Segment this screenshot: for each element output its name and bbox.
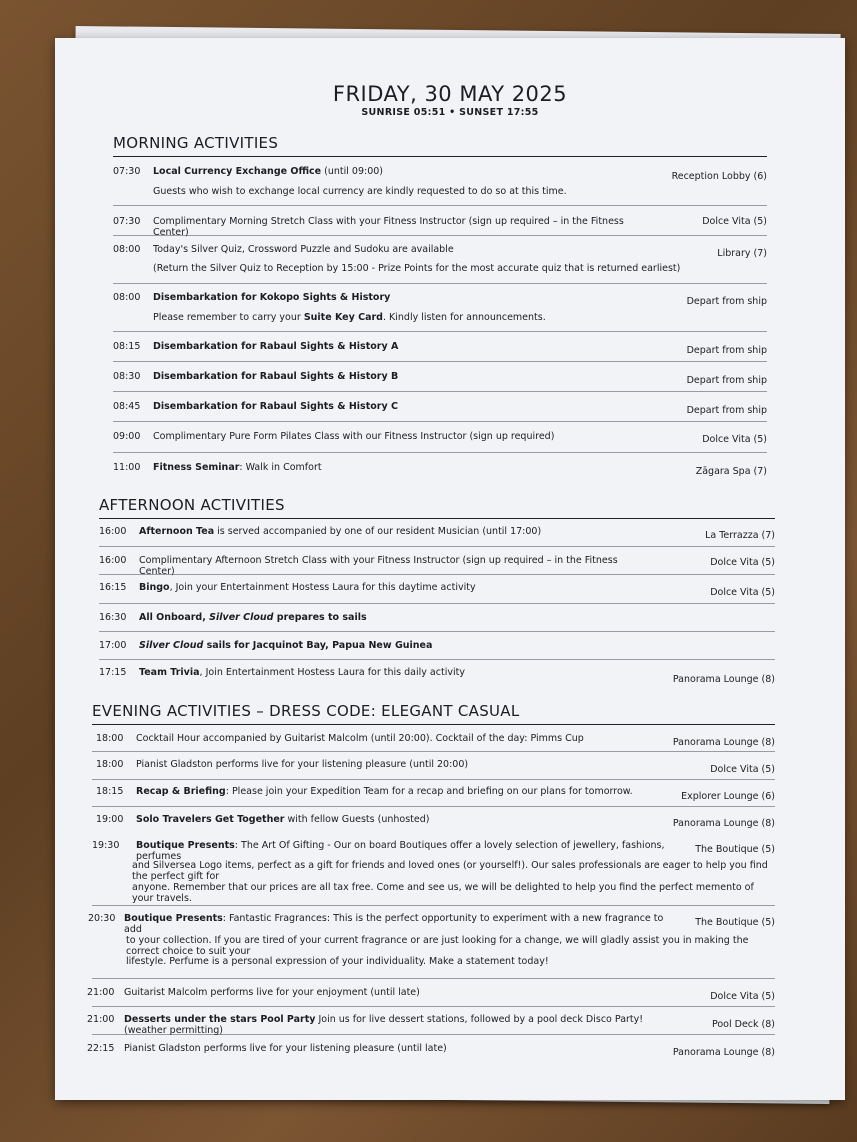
item-time: 08:15 [113, 341, 141, 352]
list-item [99, 547, 775, 575]
item-location: Dolce Vita (5) [710, 991, 775, 1002]
item-time: 09:00 [113, 431, 141, 442]
item-title: Recap & Briefing [136, 786, 226, 797]
item-text: Cocktail Hour accompanied by Guitarist Malcolm (until 20:00). Cocktail of the day: Pimms Cup [136, 733, 584, 744]
list-item [92, 780, 775, 807]
list-item [92, 752, 775, 780]
item-location: Dolce Vita (5) [702, 434, 767, 445]
list-item [113, 392, 767, 422]
item-location: Depart from ship [686, 375, 767, 386]
item-text: , Join your Entertainment Hostess Laura for this daytime activity [169, 582, 476, 593]
item-time: 16:00 [99, 526, 127, 537]
item-sub-pre: Please remember to carry your [153, 312, 304, 323]
list-item [87, 1035, 775, 1065]
item-line2: and Silversea Logo items, perfect as a gift for friends and loved ones (or yourself!). Our sales professionals are eager to help you find the perfect gift for [132, 860, 768, 882]
item-text: , Join Entertainment Hostess Laura for this daily activity [199, 667, 465, 678]
list-item [99, 575, 775, 604]
list-item [92, 725, 775, 752]
list-item [113, 206, 767, 236]
item-location: Dolce Vita (5) [710, 764, 775, 775]
ship-name: Silver Cloud [209, 612, 274, 623]
item-text: (until 09:00) [321, 166, 384, 177]
item-text: Guitarist Malcolm performs live for your enjoyment (until late) [124, 987, 420, 998]
item-location: Panorama Lounge (8) [672, 674, 775, 685]
item-time: 17:15 [99, 667, 127, 678]
item-location: Depart from ship [686, 405, 767, 416]
item-sub: Guests who wish to exchange local currency are kindly requested to do so at this time. [153, 186, 567, 197]
item-time: 07:30 [113, 216, 141, 227]
item-text: Complimentary Pure Form Pilates Class with our Fitness Instructor (sign up required) [153, 431, 555, 442]
list-item [113, 362, 767, 392]
item-title: Solo Travelers Get Together [136, 814, 285, 825]
item-title: Disembarkation for Rabaul Sights & History C [153, 401, 398, 412]
list-item [113, 422, 767, 453]
item-time: 19:00 [96, 814, 124, 825]
item-time: 08:45 [113, 401, 141, 412]
item-location: Zāgara Spa (7) [695, 466, 767, 477]
item-time: 16:30 [99, 612, 127, 623]
evening-section [87, 702, 775, 1065]
item-text: Today's Silver Quiz, Crossword Puzzle and Sudoku are available [153, 244, 454, 255]
item-title: All Onboard, [139, 612, 210, 623]
item-title: Disembarkation for Kokopo Sights & History [153, 292, 391, 303]
item-time: 16:00 [99, 555, 127, 566]
list-item [99, 660, 775, 693]
list-item [99, 632, 775, 660]
item-time: 18:00 [96, 759, 124, 770]
item-text: : Please join your Expedition Team for a recap and briefing on our plans for tomorrow. [225, 786, 633, 797]
ship-name: Silver Cloud [139, 640, 204, 651]
item-title: Afternoon Tea [139, 526, 215, 537]
item-time: 20:30 [88, 913, 116, 924]
item-text: : The Art Of Gifting - Our on board Boutiques offer a lovely selection of jewellery, fashions, perfumes [136, 840, 665, 862]
item-text: prepares to sails [273, 612, 367, 623]
item-location: Dolce Vita (5) [710, 587, 775, 598]
item-time: 19:30 [92, 840, 120, 851]
item-title: Fitness Seminar [153, 462, 240, 473]
daily-program-sheet [55, 38, 845, 1100]
list-item [113, 157, 767, 206]
item-location: The Boutique (5) [695, 917, 775, 928]
page-title: FRIDAY, 30 MAY 2025 [332, 82, 568, 106]
item-text: : Fantastic Fragrances: This is the perfect opportunity to experiment with a new fragrance to add [124, 913, 664, 935]
item-title: Boutique Presents [124, 913, 223, 924]
item-location: Dolce Vita (5) [702, 216, 767, 227]
item-location: La Terrazza (7) [705, 530, 775, 541]
item-time: 07:30 [113, 166, 141, 177]
item-time: 08:00 [113, 244, 141, 255]
item-time: 18:15 [96, 786, 124, 797]
item-text: Pianist Gladston performs live for your listening pleasure (until late) [124, 1043, 447, 1054]
header [55, 82, 845, 118]
afternoon-section [99, 496, 775, 693]
item-title: Bingo [139, 582, 170, 593]
item-location: The Boutique (5) [695, 844, 775, 855]
item-location: Panorama Lounge (8) [672, 818, 775, 829]
item-location: Library (7) [717, 248, 767, 259]
item-time: 11:00 [113, 462, 141, 473]
list-item [113, 332, 767, 362]
item-time: 17:00 [99, 640, 127, 651]
item-location: Pool Deck (8) [711, 1019, 775, 1030]
item-text: Complimentary Morning Stretch Class with your Fitness Instructor (sign up required – in the Fitness Center) [153, 216, 624, 238]
item-time: 08:00 [113, 292, 141, 303]
item-time: 08:30 [113, 371, 141, 382]
item-time: 18:00 [96, 733, 124, 744]
item-text: Pianist Gladston performs live for your listening pleasure (until 20:00) [136, 759, 469, 770]
list-item [92, 807, 775, 833]
section-title-evening: EVENING ACTIVITIES – DRESS CODE: ELEGANT CASUAL [92, 702, 775, 725]
item-text: Complimentary Afternoon Stretch Class with your Fitness Instructor (sign up required – in the Fitness Center) [139, 555, 618, 577]
item-location: Explorer Lounge (6) [681, 791, 775, 802]
item-text: sails for Jacquinot Bay, Papua New Guinea [203, 640, 433, 651]
item-text: : Walk in Comfort [239, 462, 322, 473]
item-text: Join us for live dessert stations, followed by a pool deck Disco Party! (weather permitting) [124, 1014, 644, 1036]
list-item [113, 284, 767, 332]
item-title: Local Currency Exchange Office [153, 166, 322, 177]
item-location: Reception Lobby (6) [671, 171, 767, 182]
morning-section [113, 134, 767, 485]
item-title: Boutique Presents [136, 840, 235, 851]
item-text: with fellow Guests (unhosted) [284, 814, 430, 825]
list-item [92, 833, 775, 906]
item-text: is served accompanied by one of our resident Musician (until 17:00) [214, 526, 542, 537]
item-title: Team Trivia [139, 667, 200, 678]
item-location: Depart from ship [686, 296, 767, 307]
item-time: 22:15 [87, 1043, 115, 1054]
list-item [99, 604, 775, 632]
item-title: Disembarkation for Rabaul Sights & History A [153, 341, 399, 352]
item-line3: anyone. Remember that our prices are all tax free. Come and see us, we will be delighted to help you find the perfect memento of your travels. [132, 882, 754, 904]
item-sub-post: . Kindly listen for announcements. [382, 312, 546, 323]
list-item [87, 979, 775, 1007]
item-line3: lifestyle. Perfume is a personal expression of your individuality. Make a statement today! [126, 956, 549, 967]
item-line2: to your collection. If you are tired of your current fragrance or are just looking for a change, we will gladly assist you in making the correct choice to suit your [126, 935, 749, 957]
list-item [113, 236, 767, 284]
item-time: 21:00 [87, 1014, 115, 1025]
item-title: Disembarkation for Rabaul Sights & History B [153, 371, 399, 382]
item-title: Desserts under the stars Pool Party [124, 1014, 316, 1025]
item-sub-bold: Suite Key Card [303, 312, 383, 323]
list-item [88, 906, 775, 979]
list-item [113, 453, 767, 485]
list-item [99, 519, 775, 547]
item-time: 21:00 [87, 987, 115, 998]
section-title-morning: MORNING ACTIVITIES [113, 134, 767, 157]
item-location: Panorama Lounge (8) [672, 1047, 775, 1058]
item-time: 16:15 [99, 582, 127, 593]
item-location: Dolce Vita (5) [710, 557, 775, 568]
item-location: Depart from ship [686, 345, 767, 356]
item-location: Panorama Lounge (8) [672, 737, 775, 748]
item-sub: (Return the Silver Quiz to Reception by 15:00 - Prize Points for the most accurate quiz that is returned earliest) [153, 263, 681, 274]
sun-times: SUNRISE 05:51 • SUNSET 17:55 [361, 107, 539, 118]
list-item [87, 1007, 775, 1036]
section-title-afternoon: AFTERNOON ACTIVITIES [99, 496, 775, 519]
